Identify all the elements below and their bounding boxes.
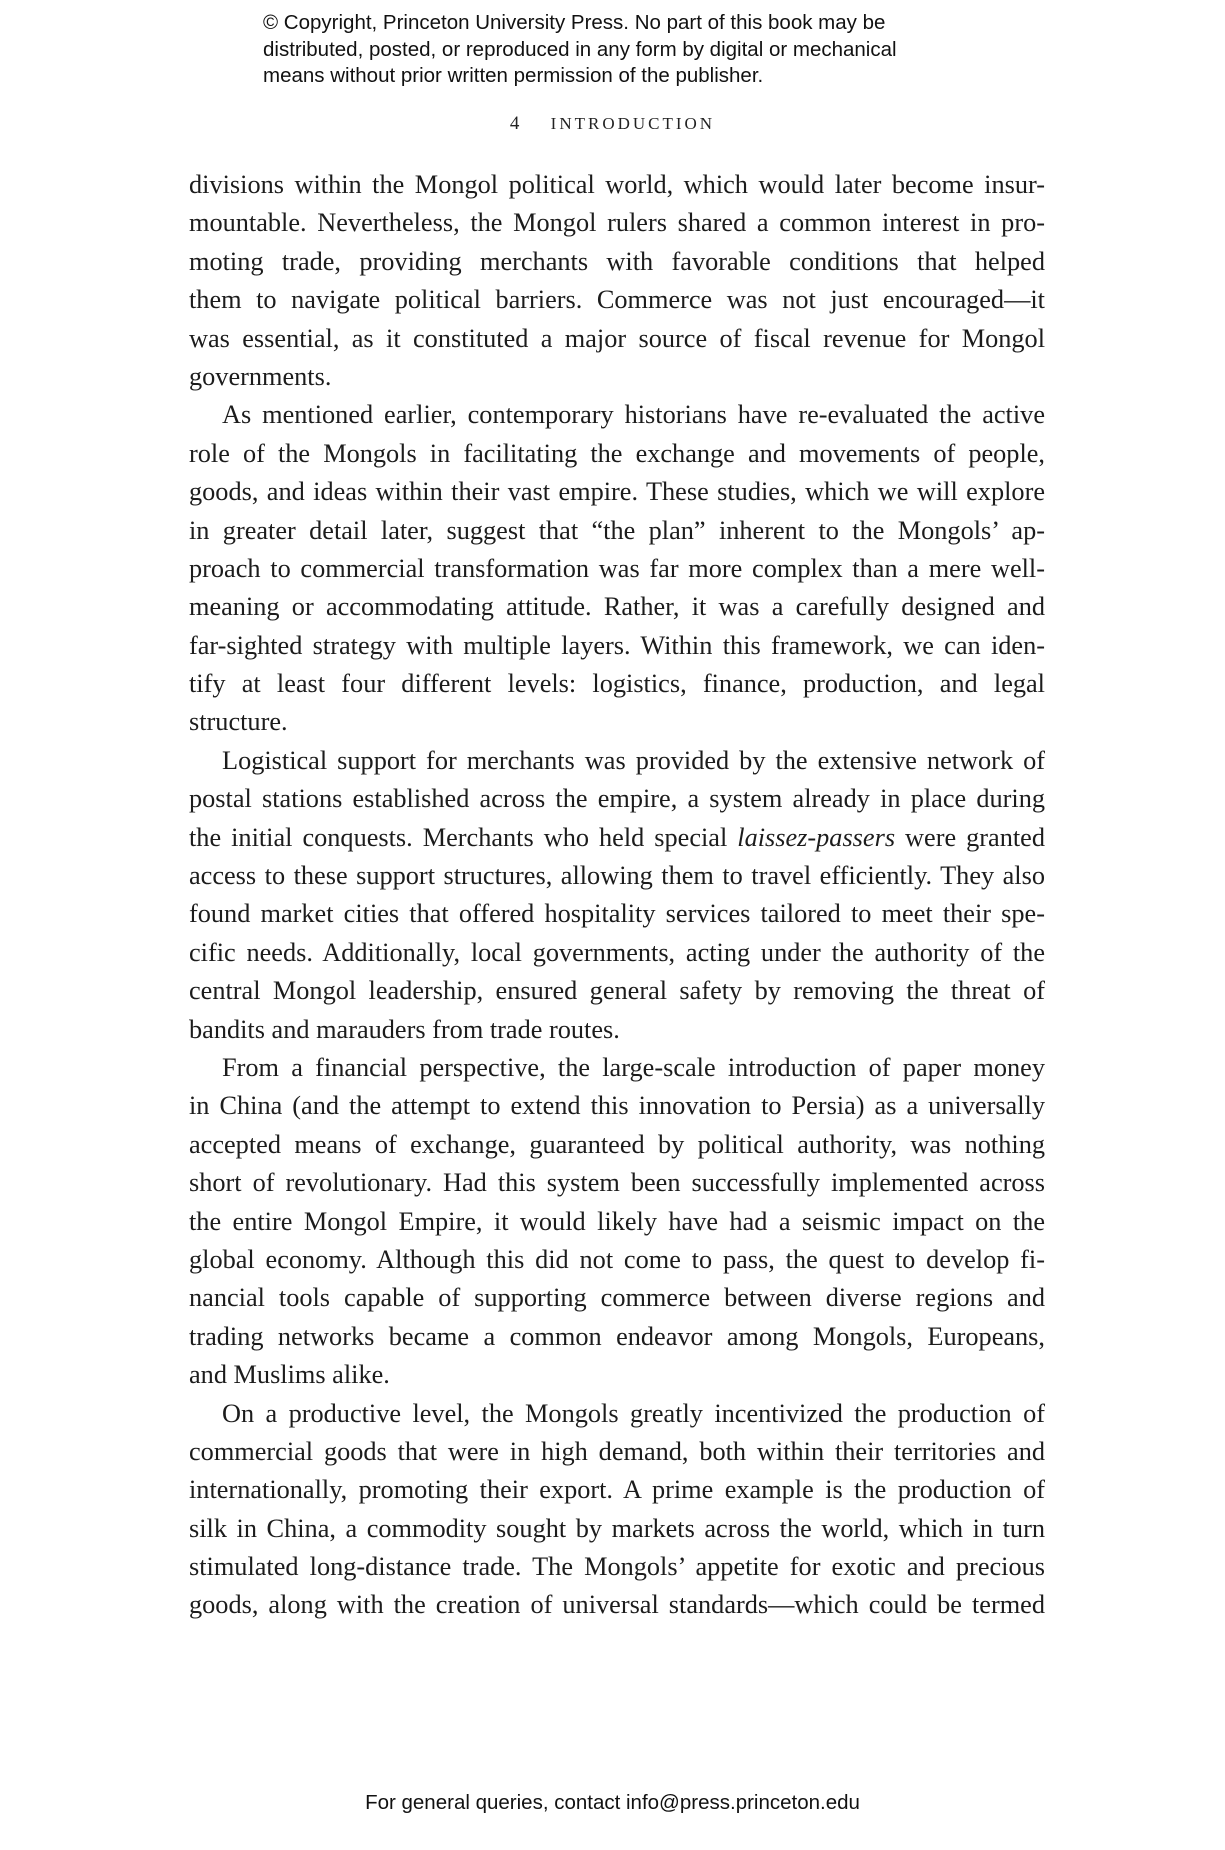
text-line: short of revolutionary. Had this system been successfully implemented across	[189, 1168, 1045, 1198]
text-line: goods, and ideas within their vast empire. These studies, which we will explore	[189, 477, 1045, 507]
copyright-line: © Copyright, Princeton University Press. No part of this book may be	[263, 11, 886, 34]
text-line: was essential, as it constituted a major source of fiscal revenue for Mongol	[189, 323, 1045, 353]
text-line: trading networks became a common endeavor among Mongols, Europeans,	[189, 1321, 1045, 1351]
copyright-notice	[263, 10, 1023, 90]
text-line: goods, along with the creation of universal standards—which could be termed	[189, 1590, 1045, 1620]
text-line: found market cities that offered hospitality services tailored to meet their spe-	[189, 899, 1045, 929]
text-line: them to navigate political barriers. Commerce was not just encouraged—it	[189, 285, 1045, 315]
text-line: access to these support structures, allowing them to travel efficiently. They also	[189, 861, 1045, 891]
text-line: far-sighted strategy with multiple layers. Within this framework, we can iden-	[189, 630, 1045, 660]
text-line: On a productive level, the Mongols greatly incentivized the production of	[222, 1398, 1045, 1428]
paragraph	[189, 1049, 1045, 1395]
text-line: commercial goods that were in high demand, both within their territories and	[189, 1436, 1045, 1466]
text-line: role of the Mongols in facilitating the exchange and movements of people,	[189, 438, 1045, 468]
paragraph	[189, 166, 1045, 396]
paragraph	[189, 396, 1045, 742]
chapter-title: INTRODUCTION	[550, 114, 716, 133]
paragraph	[189, 1395, 1045, 1625]
text-line: Logistical support for merchants was provided by the extensive network of	[222, 745, 1045, 775]
text-line: cific needs. Additionally, local governments, acting under the authority of the	[189, 937, 1045, 967]
text-line: moting trade, providing merchants with favorable conditions that helped	[189, 246, 1045, 276]
text-line: stimulated long-distance trade. The Mongols’ appetite for exotic and precious	[189, 1552, 1045, 1582]
text-line: the initial conquests. Merchants who held special laissez-passers were granted	[189, 822, 1045, 852]
text-line: in China (and the attempt to extend this innovation to Persia) as a universally	[189, 1091, 1045, 1121]
text-line: divisions within the Mongol political world, which would later become insur-	[189, 170, 1045, 199]
text-line: and Muslims alike.	[189, 1360, 390, 1390]
text-line: in greater detail later, suggest that “the plan” inherent to the Mongols’ ap-	[189, 515, 1045, 545]
text-line: silk in China, a commodity sought by markets across the world, which in turn	[189, 1513, 1045, 1543]
text-line: governments.	[189, 361, 332, 391]
text-line: central Mongol leadership, ensured general safety by removing the threat of	[189, 976, 1045, 1006]
text-line: nancial tools capable of supporting commerce between diverse regions and	[189, 1283, 1045, 1313]
text-line: As mentioned earlier, contemporary historians have re-evaluated the active	[222, 400, 1045, 430]
copyright-line: means without prior written permission of the publisher.	[263, 64, 764, 87]
text-line: From a financial perspective, the large-scale introduction of paper money	[222, 1052, 1045, 1082]
text-line: proach to commercial transformation was far more complex than a mere well-	[189, 553, 1045, 583]
text-line: global economy. Although this did not come to pass, the quest to develop fi-	[189, 1244, 1045, 1274]
text-line: mountable. Nevertheless, the Mongol rulers shared a common interest in pro-	[189, 208, 1045, 238]
text-line: tify at least four different levels: logistics, finance, production, and legal	[189, 669, 1045, 699]
italic-term: laissez-passers	[737, 822, 896, 852]
paragraph	[189, 742, 1045, 1049]
running-head	[0, 113, 1225, 135]
text-line: postal stations established across the empire, a system already in place during	[189, 784, 1045, 814]
text-line: meaning or accommodating attitude. Rather, it was a carefully designed and	[189, 592, 1045, 622]
page-number: 4	[509, 113, 520, 134]
text-line: accepted means of exchange, guaranteed by political authority, was nothing	[189, 1129, 1045, 1159]
text-line: bandits and marauders from trade routes.	[189, 1014, 620, 1044]
text-line: internationally, promoting their export. A prime example is the production of	[189, 1475, 1045, 1505]
footer-contact: For general queries, contact info@press.princeton.edu	[365, 1791, 860, 1814]
body-text	[189, 166, 1045, 1625]
text-line: structure.	[189, 707, 288, 737]
text-line: the entire Mongol Empire, it would likely have had a seismic impact on the	[189, 1206, 1045, 1236]
copyright-line: distributed, posted, or reproduced in any form by digital or mechanical	[263, 37, 897, 61]
